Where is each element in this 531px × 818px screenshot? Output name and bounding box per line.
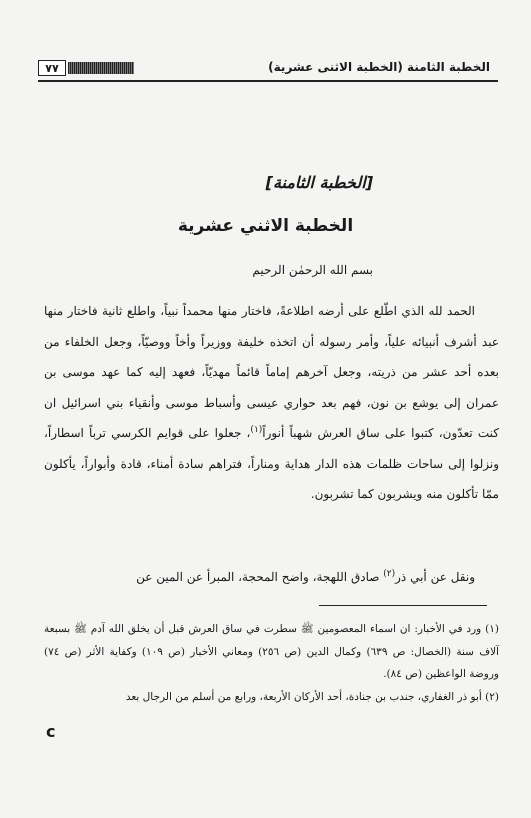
paragraph-1-text-b: ، جعلوا على قوايم الكرسي ترباً اسطاراً، ونزلوا إلى ساحات ظلمات هذه الدار هداية ومناراً، فتراهم سادة أمناء، قادة وأبواراً، يأكلون ممّا تأكلون منه ويشربون كما تشربون. — [44, 426, 499, 501]
paragraph-1 — [44, 296, 499, 510]
paragraph-2 — [44, 562, 499, 592]
footnotes — [44, 618, 499, 708]
continuation-mark: c — [46, 722, 56, 741]
header-decoration-bar — [68, 62, 134, 74]
paragraph-1-text-a: الحمد لله الذي اطّلع على أرضه اطلاعةً، فاختار منها محمداً نبياً، واطلع ثانية فاختار منها عبد أشرف أنبيائه علياً، وأمر رسوله أن اتخذه خليفة ووزيراً وأخاً ووصيّاً، وجعل الخلفاء من بعده أحد عشر من ذريته، وجعل آخرهم إماماً قائماً مهديّاً، فعهد إليه كما عهد موسى بن عمران إلى يوشع بن نون، فهم بعد حواري عيسى وأسباط موسى وأنقياء بني اسرائيل ان كنت تعدّون، كتبوا على ساق العرش شهباً أنوراً — [44, 304, 499, 440]
section-heading: [الخطبة الثامنة] — [265, 173, 373, 192]
running-header — [38, 58, 498, 82]
basmala: بسم الله الرحمٰن الرحيم — [252, 263, 373, 277]
footnote-1: (١) ورد في الأخبار: ان اسماء المعصومين ﷺ سطرت في ساق العرش قبل أن يخلق الله آدم ﷺ بسبعة آلاف سنة (الخصال: ص ٦٣٩) وكمال الدين (ص ٢٥٦) ومعاني الأخبار (ص ١٠٩) وكفاية الأثر (ص ٧٤) وروضة الواعظين (ص ٨٤). — [44, 623, 499, 680]
page-number-box — [38, 60, 134, 76]
main-text — [44, 296, 499, 510]
footnote-mark-1: (١) — [250, 425, 263, 435]
page-number: ٧٧ — [38, 60, 66, 76]
footnote-2: (٢) أبو ذر الغفاري، جندب بن جنادة، أحد الأركان الأربعة، ورابع من أسلم من الرجال بعد — [125, 690, 499, 703]
paragraph-2-text-b: صادق اللهجة، واضح المحجة، المبرأ عن المين عن — [136, 570, 384, 584]
header-rule — [38, 80, 498, 82]
footnote-mark-2: (٢) — [383, 569, 396, 579]
running-title: الخطبة الثامنة (الخطبة الاثنى عشرية) — [268, 60, 490, 74]
paragraph-2-text-a: ونقل عن أبي ذر — [395, 570, 475, 584]
footnote-separator — [319, 605, 487, 606]
sermon-title: الخطبة الاثني عشرية — [177, 216, 354, 236]
